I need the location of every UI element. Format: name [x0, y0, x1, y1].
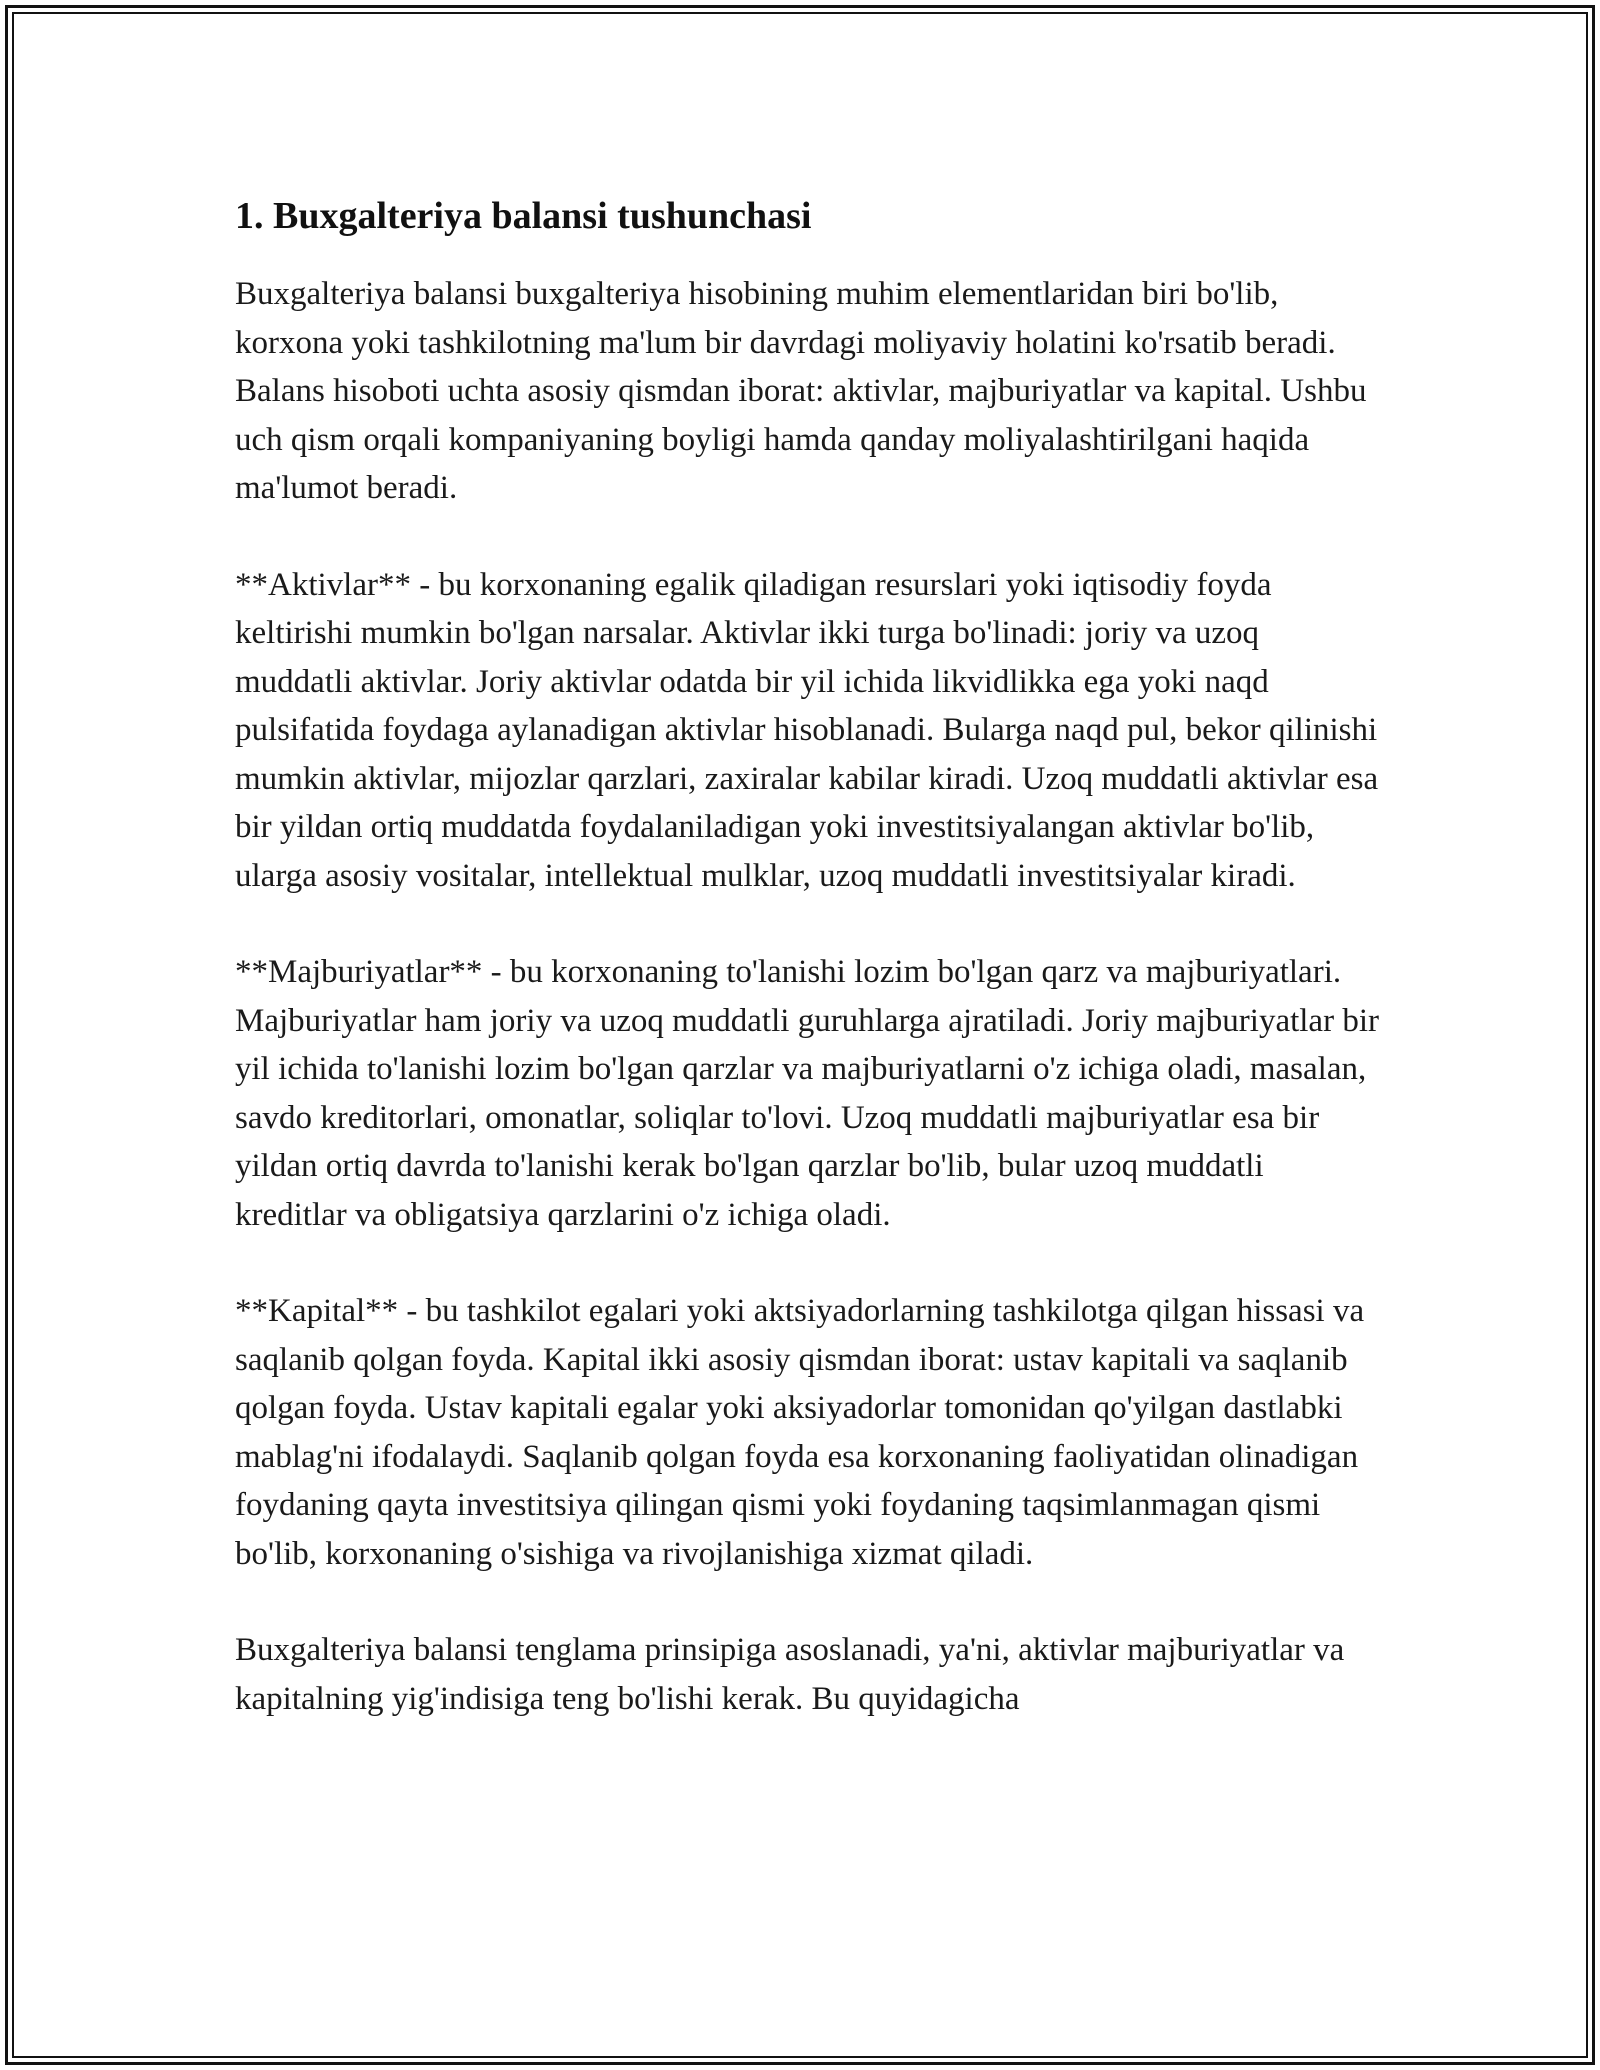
section-heading: 1. Buxgalteriya balansi tushunchasi: [235, 195, 812, 237]
paragraph-kapital: **Kapital** - bu tashkilot egalari yoki aktsiyadorlarning tashkilotga qilgan hissasi va saqlanib qolgan foyda. Kapital ikki asosiy qismdan iborat: ustav kapitali va saqlanib qolgan foyda. Ustav kapitali egalar yoki aksiyadorlar tomonidan qo'yilgan dastlabki mablag'ni ifodalaydi. Saqlanib qolgan foyda esa korxonaning faoliyatidan olinadigan foydaning qayta investitsiya qilingan qismi yoki foydaning taqsimlanmagan qismi bo'lib, korxonaning o'sishiga va rivojlanishiga xizmat qiladi.: [235, 1293, 1365, 1572]
document-body: [235, 188, 1380, 1771]
paragraph-majburiyatlar: **Majburiyatlar** - bu korxonaning to'lanishi lozim bo'lgan qarz va majburiyatlari. Majburiyatlar ham joriy va uzoq muddatli guruhlarga ajratiladi. Joriy majburiyatlar bir yil ichida to'lanishi lozim bo'lgan qarzlar va majburiyatlarni o'z ichiga oladi, masalan, savdo kreditorlari, omonatlar, soliqlar to'lovi. Uzoq muddatli majburiyatlar esa bir yildan ortiq davrda to'lanishi kerak bo'lgan qarzlar bo'lib, bular uzoq muddatli kreditlar va obligatsiya qarzlarini o'z ichiga oladi.: [235, 954, 1379, 1233]
paragraph-intro: Buxgalteriya balansi buxgalteriya hisobining muhim elementlaridan biri bo'lib, korxona yoki tashkilotning ma'lum bir davrdagi moliyaviy holatini ko'rsatib beradi. Balans hisoboti uchta asosiy qismdan iborat: aktivlar, majburiyatlar va kapital. Ushbu uch qism orqali kompaniyaning boyligi hamda qanday moliyalashtirilgani haqida ma'lumot beradi.: [235, 276, 1367, 506]
paragraph-balance-equation: Buxgalteriya balansi tenglama prinsipiga asoslanadi, ya'ni, aktivlar majburiyatlar va kapitalning yig'indisiga teng bo'lishi kerak. Bu quyidagicha: [235, 1632, 1345, 1717]
paragraph-aktivlar: **Aktivlar** - bu korxonaning egalik qiladigan resurslari yoki iqtisodiy foyda keltirishi mumkin bo'lgan narsalar. Aktivlar ikki turga bo'linadi: joriy va uzoq muddatli aktivlar. Joriy aktivlar odatda bir yil ichida likvidlikka ega yoki naqd pulsifatida foydaga aylanadigan aktivlar hisoblanadi. Bularga naqd pul, bekor qilinishi mumkin aktivlar, mijozlar qarzlari, zaxiralar kabilar kiradi. Uzoq muddatli aktivlar esa bir yildan ortiq muddatda foydalaniladigan yoki investitsiyalangan aktivlar bo'lib, ularga asosiy vositalar, intellektual mulklar, uzoq muddatli investitsiyalar kiradi.: [235, 566, 1379, 894]
